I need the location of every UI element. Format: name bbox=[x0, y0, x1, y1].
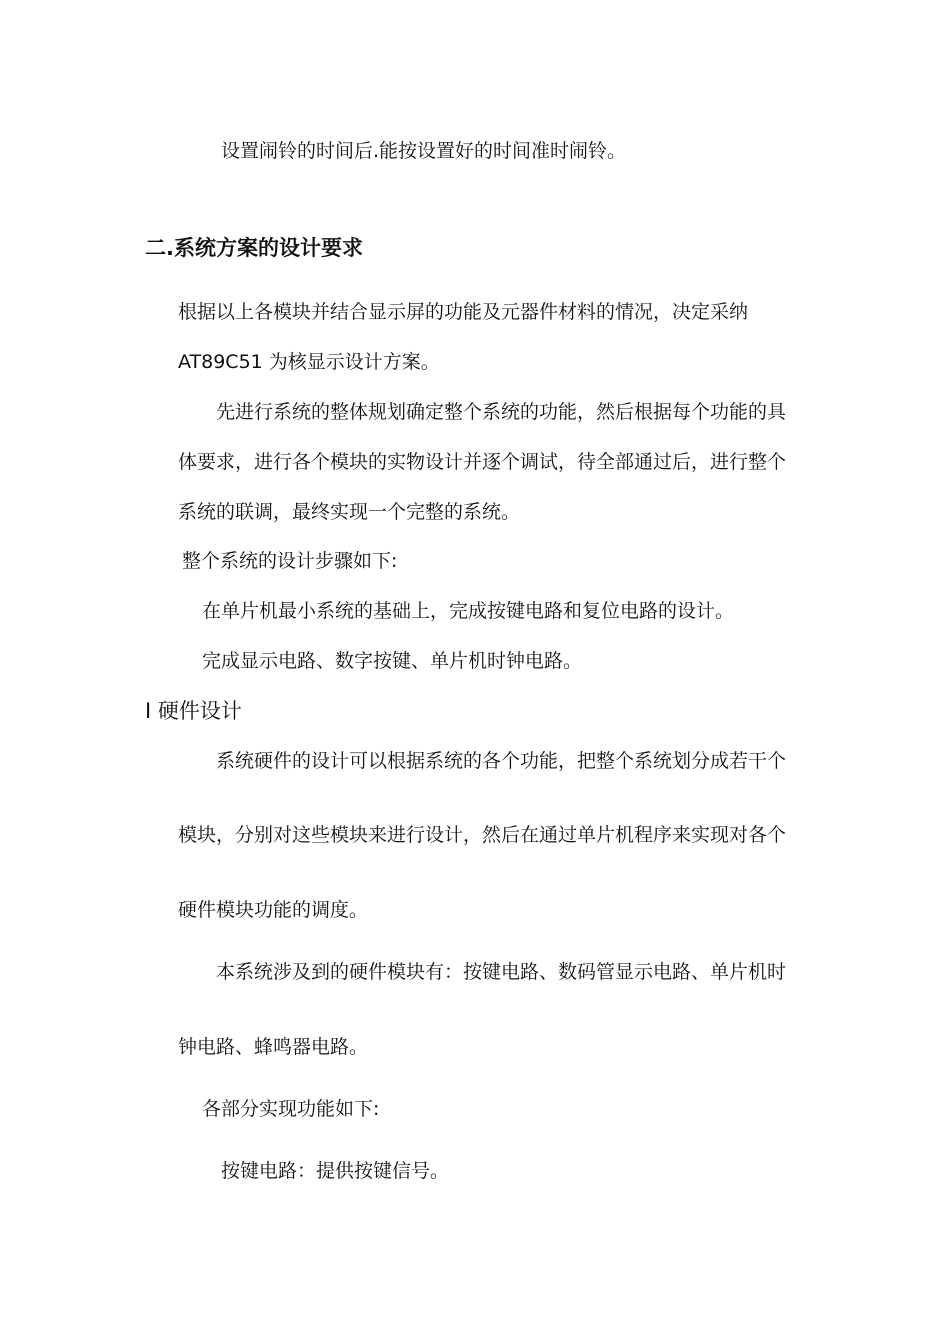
paragraph-3-line-3: 硬件模块功能的调度。 bbox=[178, 899, 369, 921]
paragraph-2-line-1: 先进行系统的整体规划确定整个系统的功能，然后根据每个功能的具 bbox=[216, 401, 787, 423]
section-heading-hardware: I 硬件设计 bbox=[145, 699, 242, 723]
text-line-alarm: 设置闹铃的时间后.能按设置好的时间准时闹铃。 bbox=[221, 140, 627, 162]
paragraph-3-line-1: 系统硬件的设计可以根据系统的各个功能，把整个系统划分成若干个 bbox=[216, 750, 787, 772]
functions-intro: 各部分实现功能如下: bbox=[202, 1098, 380, 1120]
paragraph-4-line-2: 钟电路、蜂鸣器电路。 bbox=[178, 1036, 369, 1058]
step-item-2: 完成显示电路、数字按键、单片机时钟电路。 bbox=[202, 650, 583, 672]
paragraph-2-line-3: 系统的联调，最终实现一个完整的系统。 bbox=[178, 501, 521, 523]
paragraph-2-line-2: 体要求，进行各个模块的实物设计并逐个调试，待全部通过后，进行整个 bbox=[178, 451, 787, 473]
step-item-1: 在单片机最小系统的基础上，完成按键电路和复位电路的设计。 bbox=[202, 600, 735, 622]
section-heading-system-design: 二.系统方案的设计要求 bbox=[145, 236, 363, 260]
paragraph-3-line-2: 模块，分别对这些模块来进行设计，然后在通过单片机程序来实现对各个 bbox=[178, 824, 787, 846]
paragraph-1-line-1: 根据以上各模块并结合显示屏的功能及元器件材料的情况，决定采纳 bbox=[178, 301, 749, 323]
paragraph-1-line-2: AT89C51 为核显示设计方案。 bbox=[178, 351, 440, 373]
function-item-1: 按键电路：提供按键信号。 bbox=[221, 1160, 450, 1182]
paragraph-4-line-1: 本系统涉及到的硬件模块有：按键电路、数码管显示电路、单片机时 bbox=[216, 961, 787, 983]
steps-intro: 整个系统的设计步骤如下: bbox=[182, 550, 398, 572]
